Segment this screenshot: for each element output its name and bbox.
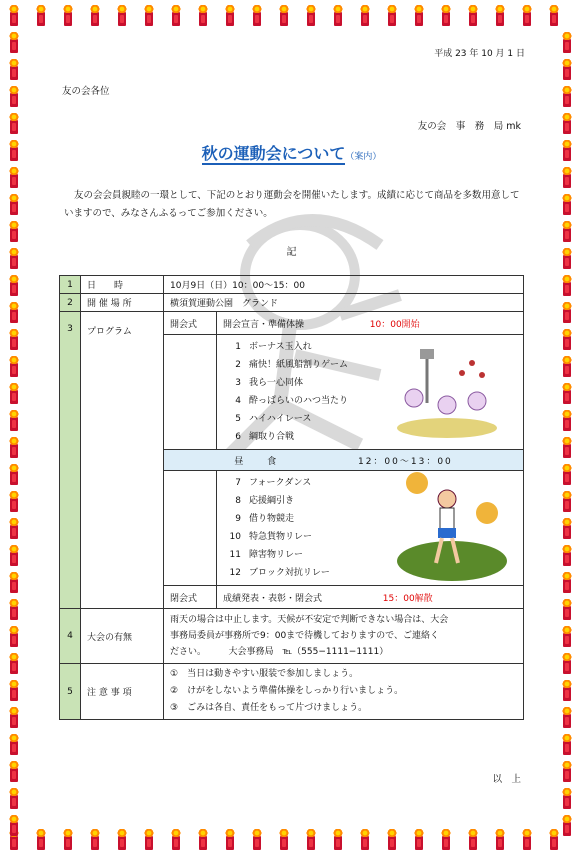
program-item-title: フォークダンス bbox=[249, 478, 312, 488]
row-label: 開 催 場 所 bbox=[81, 294, 164, 312]
caution-item: ② けがをしないよう準備体操をしっかり行いましょう。 bbox=[170, 686, 404, 696]
program-item-number: 7 bbox=[235, 478, 241, 488]
firework-icon bbox=[10, 444, 18, 458]
firework-icon bbox=[442, 836, 450, 850]
firework-icon bbox=[563, 471, 571, 485]
firework-icon bbox=[10, 336, 18, 350]
program-item-number: 12 bbox=[229, 568, 241, 578]
caution-item: ③ ごみは各自、責任をもって片づけましょう。 bbox=[170, 703, 368, 713]
firework-icon bbox=[563, 741, 571, 755]
firework-icon bbox=[563, 66, 571, 80]
firework-icon bbox=[334, 12, 342, 26]
program-item-title: ブロック対抗リレー bbox=[249, 568, 330, 578]
firework-icon bbox=[442, 12, 450, 26]
firework-icon bbox=[361, 12, 369, 26]
rain-line: 事務局委員が事務所で9：00まで待機しておりますので、ご連絡く bbox=[170, 631, 439, 641]
row-number: 3 bbox=[60, 312, 81, 609]
firework-icon bbox=[10, 363, 18, 377]
firework-icon bbox=[253, 12, 261, 26]
firework-icon bbox=[415, 836, 423, 850]
firework-icon bbox=[523, 836, 531, 850]
program-item-title: ボーナス玉入れ bbox=[249, 342, 312, 352]
firework-icon bbox=[563, 363, 571, 377]
event-table bbox=[59, 275, 524, 720]
firework-icon bbox=[145, 836, 153, 850]
firework-icon bbox=[172, 12, 180, 26]
recipient: 友の会各位 bbox=[62, 86, 110, 97]
firework-icon bbox=[118, 836, 126, 850]
firework-icon bbox=[10, 714, 18, 728]
firework-icon bbox=[280, 12, 288, 26]
firework-icon bbox=[10, 174, 18, 188]
program-item-number: 1 bbox=[235, 342, 241, 352]
intro-paragraph: 友の会会員親睦の一環として、下記のとおり運動会を開催いたします。成績に応じて商品を多数用意していますので、みなさんふるってご参加ください。 bbox=[64, 190, 520, 219]
rain-line: ださい。 大会事務局 ℡（555−1111−1111） bbox=[170, 647, 389, 657]
firework-icon bbox=[10, 309, 18, 323]
row-value: 横須賀運動公園 グランド bbox=[164, 294, 524, 312]
closing-text: 成績発表・表彰・閉会式 bbox=[223, 593, 323, 604]
firework-icon bbox=[10, 768, 18, 782]
firework-icon bbox=[563, 417, 571, 431]
firework-icon bbox=[10, 471, 18, 485]
row-number: 1 bbox=[60, 276, 81, 294]
afternoon-program bbox=[217, 471, 524, 586]
firework-icon bbox=[523, 12, 531, 26]
firework-icon bbox=[10, 417, 18, 431]
firework-icon bbox=[10, 201, 18, 215]
lunch-row bbox=[164, 450, 524, 471]
firework-icon bbox=[563, 687, 571, 701]
firework-icon bbox=[563, 444, 571, 458]
program-item-number: 11 bbox=[229, 550, 241, 560]
firework-icon bbox=[563, 390, 571, 404]
firework-icon bbox=[64, 836, 72, 850]
firework-icon bbox=[10, 660, 18, 674]
row-label: 大会の有無 bbox=[81, 609, 164, 664]
rabbits-illustration bbox=[392, 343, 502, 439]
document-date: 平成 23 年 10 月 1 日 bbox=[434, 49, 525, 59]
program-item-number: 6 bbox=[235, 432, 241, 442]
firework-icon bbox=[10, 39, 18, 53]
firework-icon bbox=[145, 12, 153, 26]
row-number: 4 bbox=[60, 609, 81, 664]
firework-icon bbox=[563, 93, 571, 107]
opening-ceremony bbox=[217, 312, 524, 335]
firework-icon bbox=[10, 12, 18, 26]
firework-icon bbox=[550, 836, 558, 850]
morning-program bbox=[217, 335, 524, 450]
firework-icon bbox=[37, 836, 45, 850]
program-item-number: 10 bbox=[229, 532, 241, 542]
row-label: プログラム bbox=[81, 312, 164, 609]
firework-icon bbox=[496, 12, 504, 26]
row-number: 5 bbox=[60, 664, 81, 720]
firework-icon bbox=[496, 836, 504, 850]
firework-icon bbox=[91, 836, 99, 850]
rain-notice bbox=[164, 609, 524, 664]
firework-icon bbox=[563, 660, 571, 674]
opening-text: 開会宣言・準備体操 bbox=[223, 319, 305, 330]
closing-text: 以 上 bbox=[492, 774, 521, 785]
firework-icon bbox=[226, 836, 234, 850]
firework-icon bbox=[563, 768, 571, 782]
firework-icon bbox=[199, 836, 207, 850]
firework-icon bbox=[307, 836, 315, 850]
program-item-number: 4 bbox=[235, 396, 241, 406]
caution-item: ① 当日は動きやすい服装で参加しましょう。 bbox=[170, 669, 359, 679]
row-value: 10月9日（日）10：00～15：00 bbox=[164, 276, 524, 294]
program-item-title: 酔っぱらいのハつ当たり bbox=[249, 396, 349, 406]
firework-icon bbox=[10, 795, 18, 809]
title-main: 秋の運動会について bbox=[201, 144, 346, 163]
table-row bbox=[60, 664, 524, 720]
firework-icon bbox=[172, 836, 180, 850]
firework-icon bbox=[563, 120, 571, 134]
program-item-title: 綱取り合戦 bbox=[249, 432, 295, 442]
program-item-number: 9 bbox=[235, 514, 241, 524]
program-item-title: 我ら一心同体 bbox=[249, 378, 304, 388]
title-sub: （案内） bbox=[345, 152, 382, 162]
program-item-number: 2 bbox=[235, 360, 241, 370]
program-item-number: 5 bbox=[235, 414, 241, 424]
firework-icon bbox=[334, 836, 342, 850]
firework-icon bbox=[10, 228, 18, 242]
program-item-number: 3 bbox=[235, 378, 241, 388]
firework-icon bbox=[64, 12, 72, 26]
firework-icon bbox=[563, 498, 571, 512]
firework-icon bbox=[415, 12, 423, 26]
firework-icon bbox=[10, 741, 18, 755]
program-item-title: 特急貨物リレー bbox=[249, 532, 313, 542]
firework-icon bbox=[199, 12, 207, 26]
firework-icon bbox=[10, 498, 18, 512]
row-label: 注 意 事 項 bbox=[81, 664, 164, 720]
firework-icon bbox=[563, 822, 571, 836]
firework-icon bbox=[253, 836, 261, 850]
ki-heading: 記 bbox=[286, 247, 297, 258]
firework-icon bbox=[280, 836, 288, 850]
table-row bbox=[60, 312, 524, 335]
firework-icon bbox=[563, 714, 571, 728]
firework-icon bbox=[226, 12, 234, 26]
firework-icon bbox=[10, 525, 18, 539]
table-row bbox=[60, 294, 524, 312]
firework-icon bbox=[563, 174, 571, 188]
firework-icon bbox=[563, 228, 571, 242]
program-item-title: 応援綱引き bbox=[249, 496, 295, 506]
firework-icon bbox=[388, 836, 396, 850]
table-row bbox=[60, 276, 524, 294]
firework-icon bbox=[10, 836, 18, 850]
lunch-label: 昼 食 bbox=[234, 456, 279, 467]
sender: 友の会 事 務 局 mk bbox=[417, 121, 521, 132]
closing-time: 15：00解散 bbox=[382, 593, 433, 604]
firework-icon bbox=[469, 12, 477, 26]
firework-icon bbox=[10, 633, 18, 647]
program-item-title: 借り物競走 bbox=[249, 514, 295, 524]
cheerleader-illustration bbox=[392, 471, 507, 581]
firework-icon bbox=[118, 12, 126, 26]
firework-icon bbox=[563, 39, 571, 53]
firework-icon bbox=[10, 93, 18, 107]
firework-icon bbox=[307, 12, 315, 26]
firework-icon bbox=[91, 12, 99, 26]
firework-icon bbox=[361, 836, 369, 850]
page-title bbox=[0, 141, 583, 164]
program-item-title: 痛快！紙風船割りゲーム bbox=[249, 360, 349, 370]
closing-ceremony bbox=[217, 586, 524, 609]
table-row bbox=[60, 609, 524, 664]
firework-icon bbox=[37, 12, 45, 26]
firework-icon bbox=[10, 120, 18, 134]
firework-icon bbox=[563, 201, 571, 215]
firework-icon bbox=[10, 822, 18, 836]
program-item-title: ハイハイレース bbox=[249, 414, 312, 424]
firework-icon bbox=[563, 633, 571, 647]
lunch-time: 12：00～13：00 bbox=[357, 456, 453, 467]
caution-list bbox=[164, 664, 524, 720]
firework-icon bbox=[563, 606, 571, 620]
closing-label: 閉会式 bbox=[164, 586, 217, 609]
firework-icon bbox=[10, 606, 18, 620]
firework-icon bbox=[10, 552, 18, 566]
firework-icon bbox=[563, 552, 571, 566]
firework-icon bbox=[563, 795, 571, 809]
firework-icon bbox=[563, 282, 571, 296]
firework-icon bbox=[563, 579, 571, 593]
firework-icon bbox=[10, 579, 18, 593]
rain-line: 雨天の場合は中止します。天候が不安定で判断できない場合は、大会 bbox=[170, 615, 449, 625]
firework-icon bbox=[469, 836, 477, 850]
firework-icon bbox=[563, 336, 571, 350]
opening-label: 開会式 bbox=[164, 312, 217, 335]
firework-icon bbox=[10, 282, 18, 296]
row-number: 2 bbox=[60, 294, 81, 312]
firework-icon bbox=[388, 12, 396, 26]
opening-time: 10：00開始 bbox=[369, 319, 420, 330]
program-item-number: 8 bbox=[235, 496, 241, 506]
firework-icon bbox=[10, 687, 18, 701]
firework-icon bbox=[10, 66, 18, 80]
firework-icon bbox=[10, 390, 18, 404]
firework-icon bbox=[550, 12, 558, 26]
row-label: 日 時 bbox=[81, 276, 164, 294]
firework-icon bbox=[563, 525, 571, 539]
program-item-title: 障害物リレー bbox=[249, 550, 304, 560]
firework-icon bbox=[563, 309, 571, 323]
